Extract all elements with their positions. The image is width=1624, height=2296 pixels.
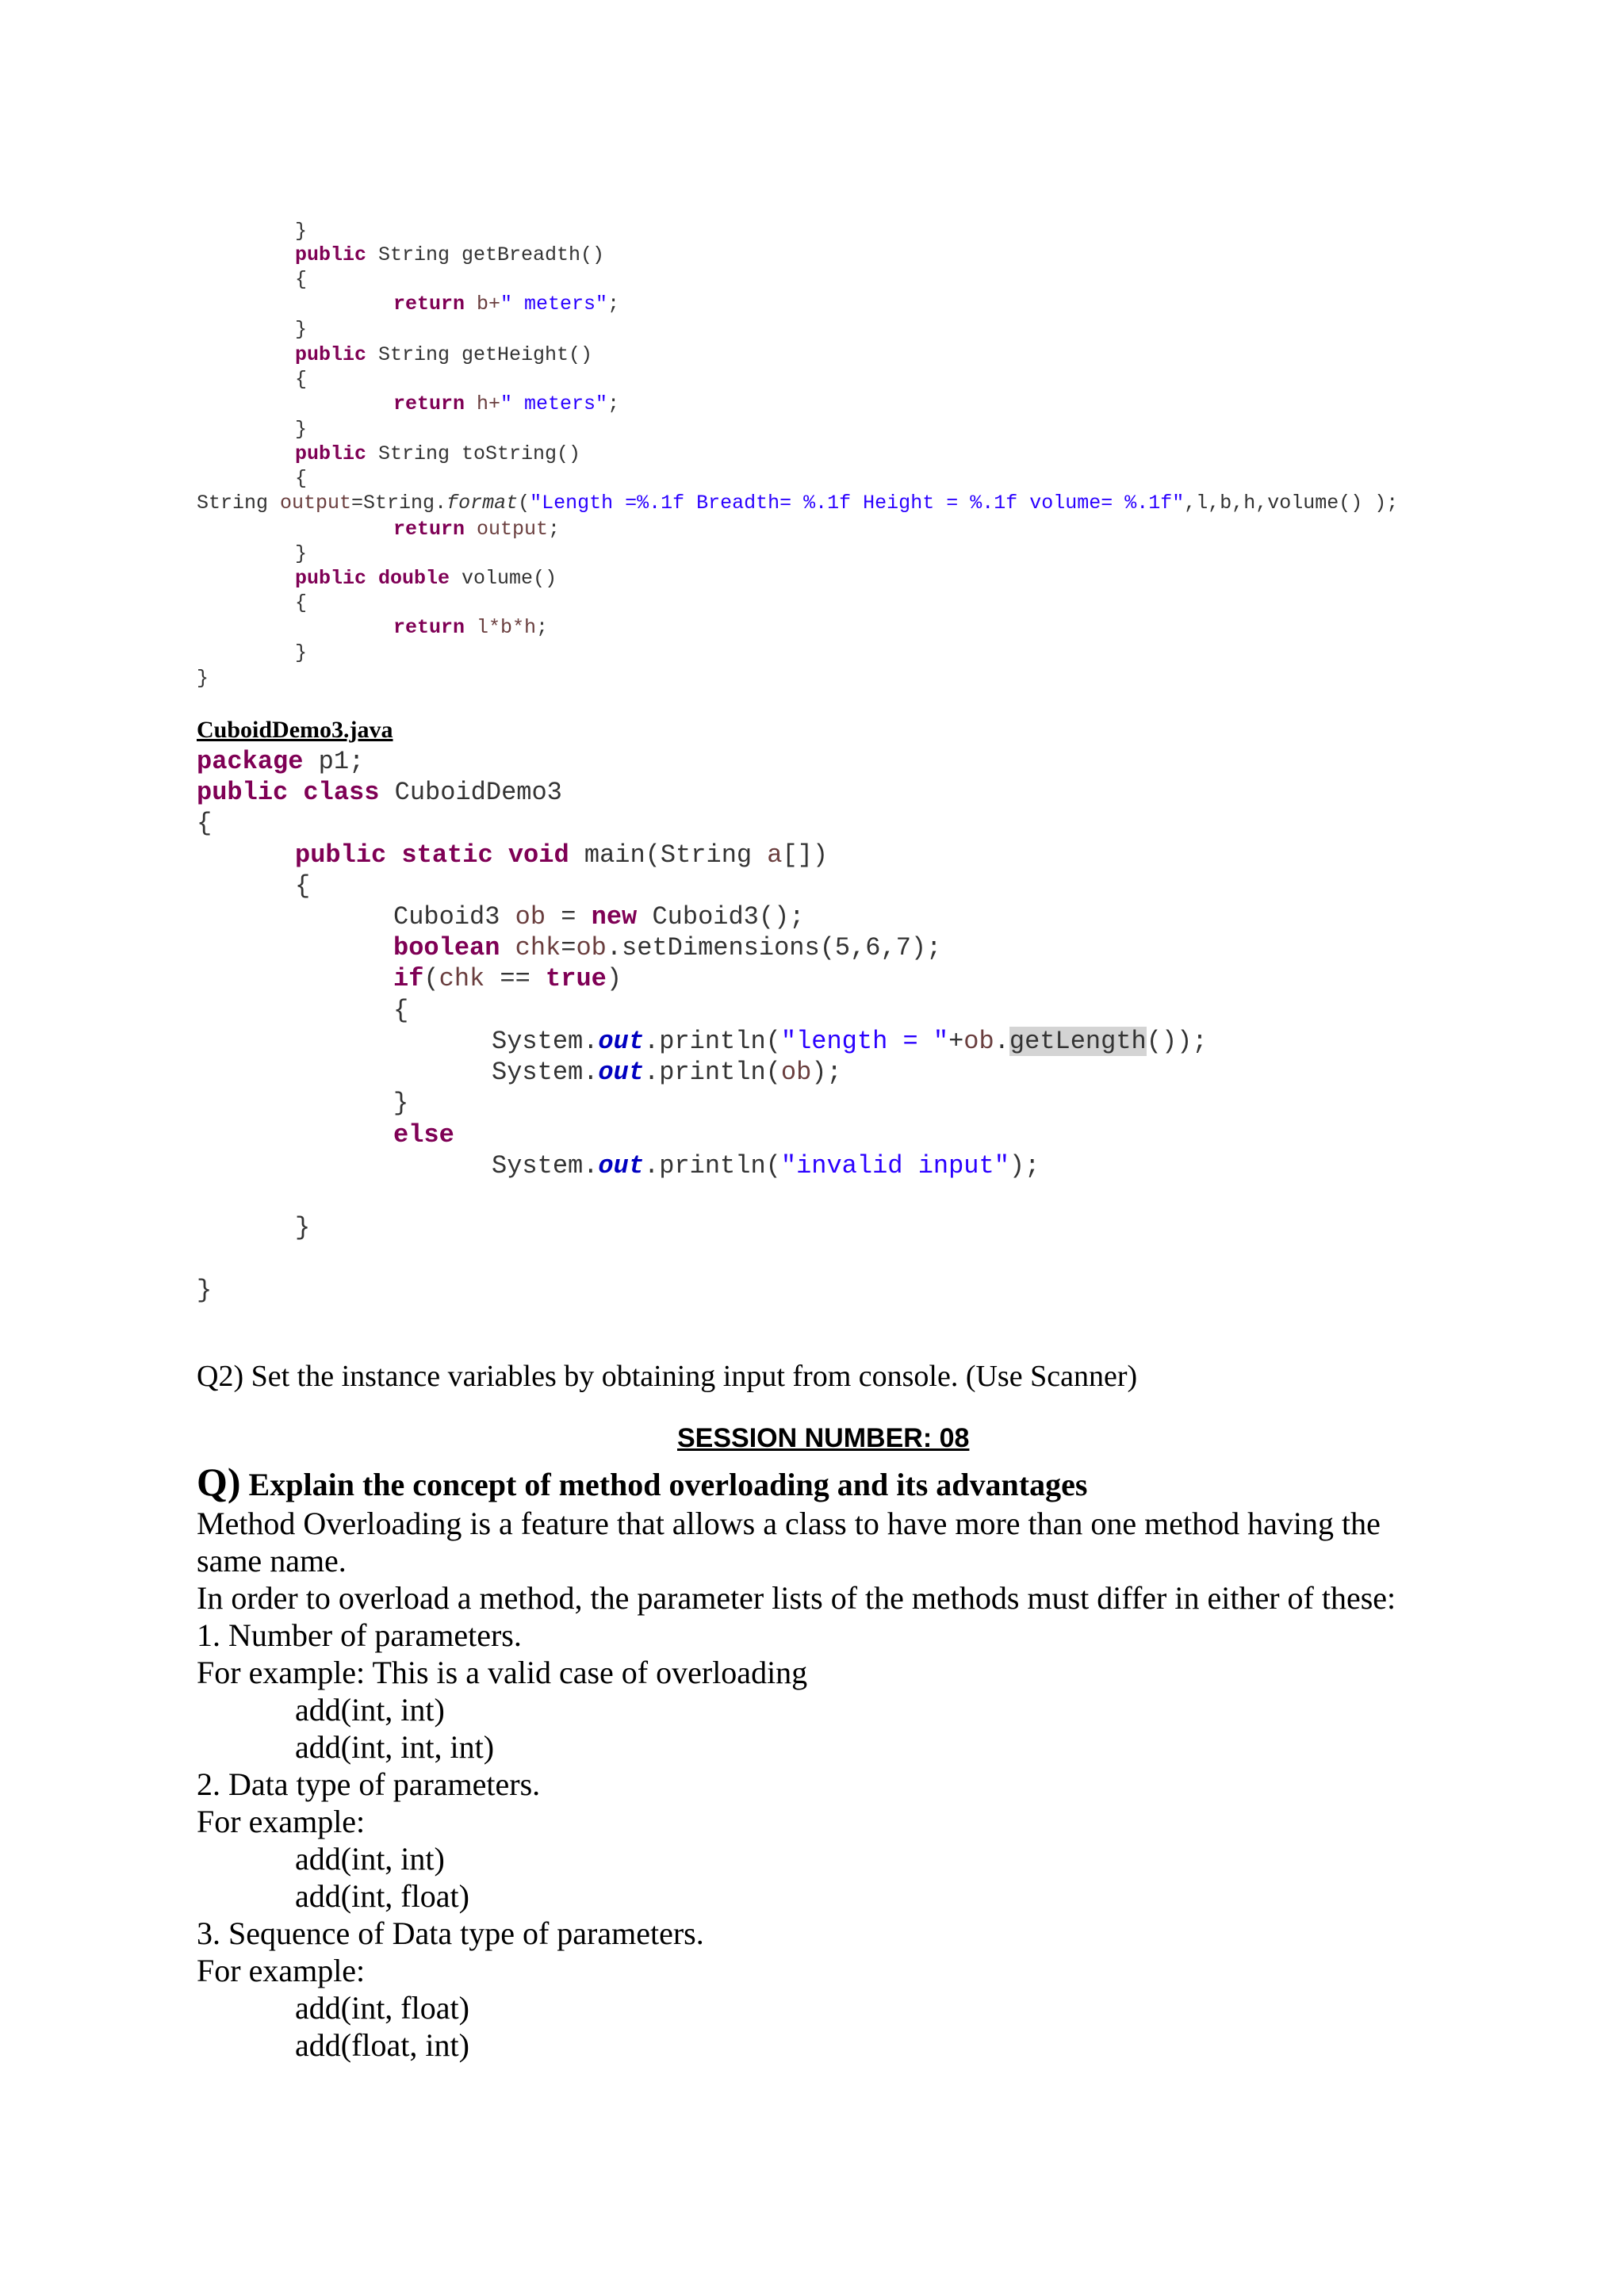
code-line: else	[393, 1120, 454, 1150]
code-line: public String toString()	[295, 442, 581, 465]
session-heading: SESSION NUMBER: 08	[677, 1423, 970, 1453]
code-line: public String getHeight()	[295, 343, 593, 366]
code-line: public double volume()	[295, 567, 557, 590]
question-q2: Q2) Set the instance variables by obtaining input from console. (Use Scanner)	[197, 1360, 1138, 1393]
highlighted-identifier: getLength	[1009, 1027, 1147, 1056]
code-line: }	[295, 641, 308, 664]
code-line: {	[393, 996, 409, 1025]
paragraph-line: same name.	[197, 1543, 347, 1578]
code-line: System.out.println("length = "+ob.getLength());	[492, 1027, 1208, 1056]
list-item: 3. Sequence of Data type of parameters.	[197, 1915, 704, 1951]
paragraph-line: Method Overloading is a feature that allows a class to have more than one method having the	[197, 1506, 1381, 1541]
code-line: }	[295, 1213, 311, 1242]
code-line: if(chk == true)	[393, 964, 622, 993]
code-block-cuboid3-tail	[0, 0, 1624, 690]
code-line: return l*b*h;	[393, 616, 549, 639]
file-name-heading: CuboidDemo3.java	[197, 717, 393, 743]
code-line: return b+" meters";	[393, 293, 620, 316]
code-line: return output;	[393, 518, 561, 541]
code-line: public static void main(String a[])	[295, 840, 829, 870]
example-label: For example:	[197, 1804, 366, 1839]
code-line: {	[295, 268, 308, 291]
code-line: {	[295, 467, 308, 490]
example-label: For example:	[197, 1953, 366, 1988]
list-item: 2. Data type of parameters.	[197, 1766, 541, 1802]
code-line: }	[295, 418, 308, 441]
code-line: System.out.println("invalid input");	[492, 1151, 1040, 1181]
code-line: return h+" meters";	[393, 392, 620, 415]
example-code: add(int, float)	[295, 1878, 469, 1914]
code-line: public class CuboidDemo3	[197, 778, 562, 807]
code-line: Cuboid3 ob = new Cuboid3();	[393, 902, 805, 932]
example-code: add(int, float)	[295, 1990, 469, 2026]
code-line: }	[295, 542, 308, 565]
code-line: }	[197, 1276, 213, 1305]
code-line: }	[393, 1089, 409, 1118]
code-line: {	[197, 809, 213, 838]
code-line: {	[295, 591, 308, 614]
code-line: System.out.println(ob);	[492, 1058, 842, 1087]
paragraph-line: In order to overload a method, the parameter lists of the methods must differ in either of these:	[197, 1580, 1396, 1616]
example-code: add(float, int)	[295, 2027, 469, 2063]
code-line: }	[197, 667, 209, 690]
code-line: }	[295, 318, 308, 341]
code-line: package p1;	[197, 747, 365, 776]
code-line: boolean chk=ob.setDimensions(5,6,7);	[393, 933, 942, 962]
example-code: add(int, int, int)	[295, 1729, 495, 1765]
example-code: add(int, int)	[295, 1841, 445, 1877]
code-line: public String getBreadth()	[295, 243, 605, 266]
code-line-format: String output=String.format("Length =%.1f Breadth= %.1f Height = %.1f volume= %.1f",l,b,h,volume() );	[197, 492, 1399, 515]
example-label: For example: This is a valid case of overloading	[197, 1655, 808, 1690]
code-block-cuboiddemo3	[0, 516, 1624, 1305]
code-line: }	[295, 220, 308, 243]
code-line: {	[295, 871, 311, 901]
code-line: {	[295, 368, 308, 391]
list-item: 1. Number of parameters.	[197, 1617, 522, 1653]
example-code: add(int, int)	[295, 1692, 445, 1728]
question-heading: Q) Explain the concept of method overloading and its advantages	[197, 1460, 1088, 1504]
